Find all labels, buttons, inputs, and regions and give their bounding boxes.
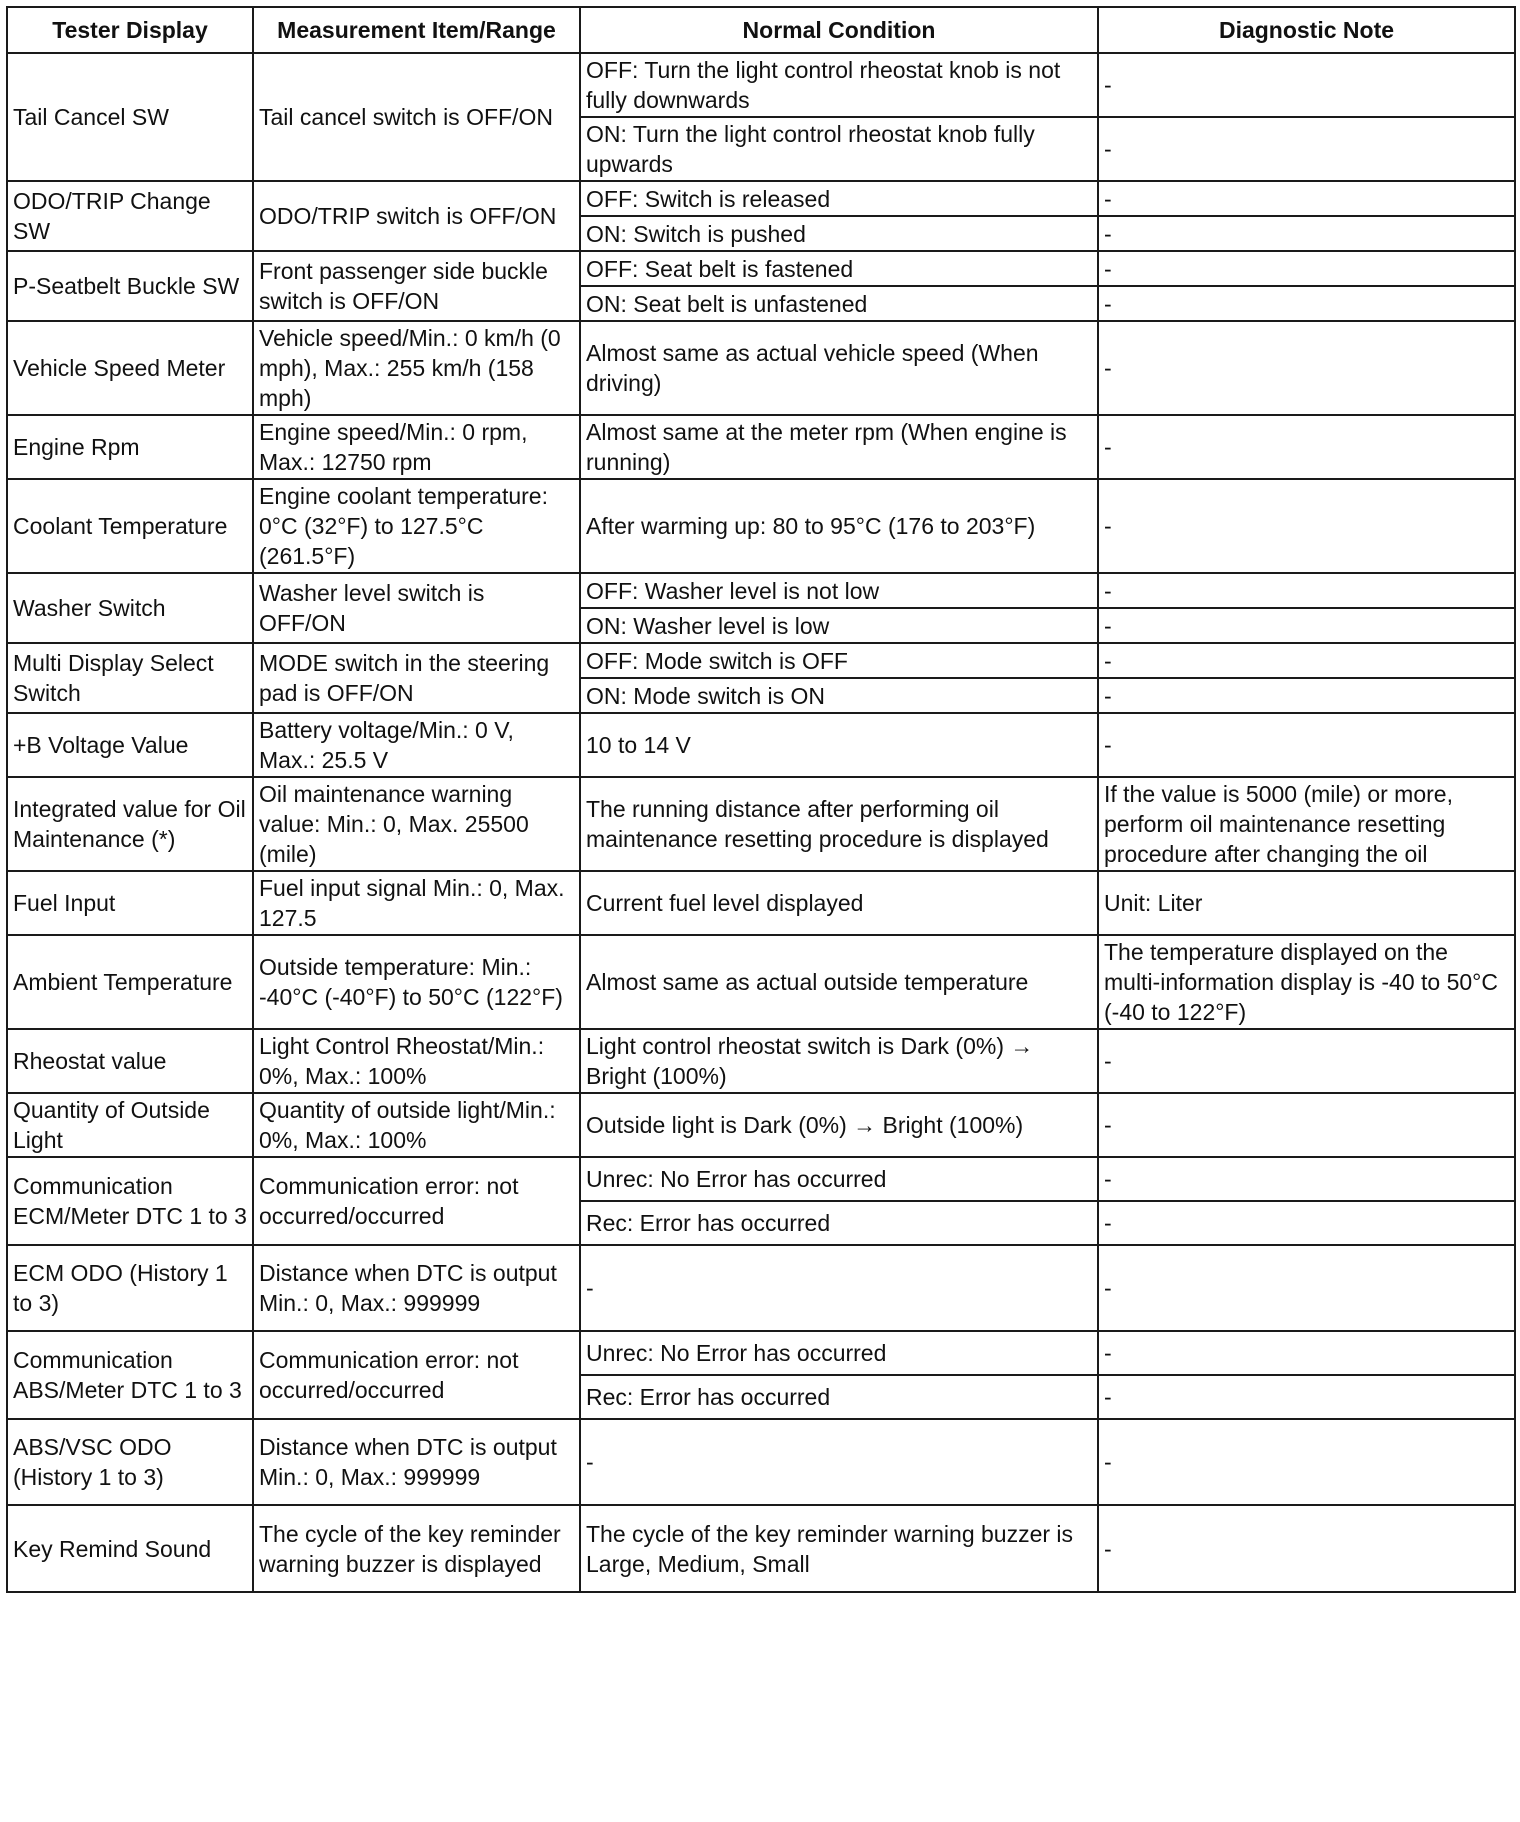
table-row bbox=[7, 1419, 1515, 1505]
diagnostic-note-cell: - bbox=[1098, 1093, 1515, 1157]
table-row bbox=[7, 871, 1515, 935]
diagnostic-note-cell: - bbox=[1098, 1245, 1515, 1331]
measurement-range-cell: The cycle of the key reminder warning buzzer is displayed bbox=[253, 1505, 580, 1592]
diagnostic-note-cell: - bbox=[1098, 479, 1515, 573]
normal-condition-cell: OFF: Washer level is not low bbox=[580, 573, 1098, 608]
diagnostic-note-cell: - bbox=[1098, 1505, 1515, 1592]
table-row bbox=[7, 573, 1515, 608]
tester-display-cell: Communication ABS/Meter DTC 1 to 3 bbox=[7, 1331, 253, 1419]
normal-condition-cell: Unrec: No Error has occurred bbox=[580, 1157, 1098, 1201]
diagnostic-note-cell: - bbox=[1098, 216, 1515, 251]
diagnostic-data-list bbox=[6, 6, 1516, 1593]
normal-condition-cell: 10 to 14 V bbox=[580, 713, 1098, 777]
normal-condition-cell: OFF: Turn the light control rheostat knob is not fully downwards bbox=[580, 53, 1098, 117]
diagnostic-note-cell: - bbox=[1098, 53, 1515, 117]
measurement-range-cell: MODE switch in the steering pad is OFF/ON bbox=[253, 643, 580, 713]
measurement-range-cell: Communication error: not occurred/occurred bbox=[253, 1331, 580, 1419]
table-row bbox=[7, 415, 1515, 479]
normal-condition-cell: ON: Turn the light control rheostat knob fully upwards bbox=[580, 117, 1098, 181]
tester-display-cell: Engine Rpm bbox=[7, 415, 253, 479]
normal-condition-cell: ON: Washer level is low bbox=[580, 608, 1098, 643]
table-row bbox=[7, 1245, 1515, 1331]
normal-condition-cell: Light control rheostat switch is Dark (0%) → Bright (100%) bbox=[580, 1029, 1098, 1093]
normal-condition-cell: OFF: Mode switch is OFF bbox=[580, 643, 1098, 678]
diagnostic-note-cell: - bbox=[1098, 321, 1515, 415]
normal-condition-cell: Almost same as actual vehicle speed (When driving) bbox=[580, 321, 1098, 415]
diagnostic-note-cell: - bbox=[1098, 1419, 1515, 1505]
measurement-range-cell: Tail cancel switch is OFF/ON bbox=[253, 53, 580, 181]
tester-display-cell: Rheostat value bbox=[7, 1029, 253, 1093]
table-row bbox=[7, 321, 1515, 415]
header-measurement-item-range: Measurement Item/Range bbox=[253, 7, 580, 53]
diagnostic-note-cell: - bbox=[1098, 643, 1515, 678]
header-tester-display: Tester Display bbox=[7, 7, 253, 53]
tester-display-cell: Fuel Input bbox=[7, 871, 253, 935]
normal-condition-cell: Almost same at the meter rpm (When engine is running) bbox=[580, 415, 1098, 479]
normal-condition-cell: ON: Mode switch is ON bbox=[580, 678, 1098, 713]
table-row bbox=[7, 713, 1515, 777]
tester-display-cell: Coolant Temperature bbox=[7, 479, 253, 573]
normal-condition-cell: ON: Seat belt is unfastened bbox=[580, 286, 1098, 321]
tester-display-cell: Integrated value for Oil Maintenance (*) bbox=[7, 777, 253, 871]
tester-display-cell: Key Remind Sound bbox=[7, 1505, 253, 1592]
normal-condition-cell: Rec: Error has occurred bbox=[580, 1375, 1098, 1419]
tester-display-cell: Quantity of Outside Light bbox=[7, 1093, 253, 1157]
table-row bbox=[7, 181, 1515, 216]
normal-condition-cell: Rec: Error has occurred bbox=[580, 1201, 1098, 1245]
diagnostic-note-cell: - bbox=[1098, 117, 1515, 181]
tester-display-cell: ECM ODO (History 1 to 3) bbox=[7, 1245, 253, 1331]
table-row bbox=[7, 251, 1515, 286]
diagnostic-note-cell: - bbox=[1098, 251, 1515, 286]
measurement-range-cell: Distance when DTC is output Min.: 0, Max.: 999999 bbox=[253, 1419, 580, 1505]
header-normal-condition: Normal Condition bbox=[580, 7, 1098, 53]
tester-display-cell: ABS/VSC ODO (History 1 to 3) bbox=[7, 1419, 253, 1505]
table-body bbox=[7, 53, 1515, 1592]
table-row bbox=[7, 1029, 1515, 1093]
normal-condition-cell: After warming up: 80 to 95°C (176 to 203°F) bbox=[580, 479, 1098, 573]
measurement-range-cell: Communication error: not occurred/occurred bbox=[253, 1157, 580, 1245]
tester-display-cell: Multi Display Select Switch bbox=[7, 643, 253, 713]
table-row bbox=[7, 479, 1515, 573]
table-row bbox=[7, 935, 1515, 1029]
tester-display-cell: Vehicle Speed Meter bbox=[7, 321, 253, 415]
diagnostic-note-cell: Unit: Liter bbox=[1098, 871, 1515, 935]
diagnostic-note-cell: - bbox=[1098, 415, 1515, 479]
table-row bbox=[7, 777, 1515, 871]
measurement-range-cell: Vehicle speed/Min.: 0 km/h (0 mph), Max.: 255 km/h (158 mph) bbox=[253, 321, 580, 415]
tester-display-cell: +B Voltage Value bbox=[7, 713, 253, 777]
measurement-range-cell: Front passenger side buckle switch is OFF/ON bbox=[253, 251, 580, 321]
diagnostic-note-cell: - bbox=[1098, 608, 1515, 643]
header-diagnostic-note: Diagnostic Note bbox=[1098, 7, 1515, 53]
table-row bbox=[7, 1093, 1515, 1157]
normal-condition-cell: ON: Switch is pushed bbox=[580, 216, 1098, 251]
tester-display-cell: Washer Switch bbox=[7, 573, 253, 643]
normal-condition-cell: - bbox=[580, 1419, 1098, 1505]
table-row bbox=[7, 643, 1515, 678]
normal-condition-cell: Outside light is Dark (0%) → Bright (100%) bbox=[580, 1093, 1098, 1157]
table-row bbox=[7, 1331, 1515, 1375]
normal-condition-cell: OFF: Seat belt is fastened bbox=[580, 251, 1098, 286]
tester-display-cell: ODO/TRIP Change SW bbox=[7, 181, 253, 251]
diagnostic-note-cell: - bbox=[1098, 678, 1515, 713]
data-list-table bbox=[6, 6, 1516, 1593]
measurement-range-cell: Washer level switch is OFF/ON bbox=[253, 573, 580, 643]
normal-condition-cell: The running distance after performing oil maintenance resetting procedure is displayed bbox=[580, 777, 1098, 871]
measurement-range-cell: Battery voltage/Min.: 0 V, Max.: 25.5 V bbox=[253, 713, 580, 777]
diagnostic-note-cell: - bbox=[1098, 1331, 1515, 1375]
diagnostic-note-cell: - bbox=[1098, 713, 1515, 777]
diagnostic-note-cell: - bbox=[1098, 1375, 1515, 1419]
diagnostic-note-cell: - bbox=[1098, 573, 1515, 608]
diagnostic-note-cell: - bbox=[1098, 286, 1515, 321]
table-row bbox=[7, 53, 1515, 117]
table-row bbox=[7, 1505, 1515, 1592]
tester-display-cell: P-Seatbelt Buckle SW bbox=[7, 251, 253, 321]
measurement-range-cell: Engine coolant temperature: 0°C (32°F) to 127.5°C (261.5°F) bbox=[253, 479, 580, 573]
normal-condition-cell: Current fuel level displayed bbox=[580, 871, 1098, 935]
diagnostic-note-cell: - bbox=[1098, 1157, 1515, 1201]
measurement-range-cell: Quantity of outside light/Min.: 0%, Max.: 100% bbox=[253, 1093, 580, 1157]
normal-condition-cell: OFF: Switch is released bbox=[580, 181, 1098, 216]
tester-display-cell: Communication ECM/Meter DTC 1 to 3 bbox=[7, 1157, 253, 1245]
measurement-range-cell: Distance when DTC is output Min.: 0, Max.: 999999 bbox=[253, 1245, 580, 1331]
normal-condition-cell: The cycle of the key reminder warning buzzer is Large, Medium, Small bbox=[580, 1505, 1098, 1592]
measurement-range-cell: Fuel input signal Min.: 0, Max. 127.5 bbox=[253, 871, 580, 935]
measurement-range-cell: Outside temperature: Min.: -40°C (-40°F) to 50°C (122°F) bbox=[253, 935, 580, 1029]
tester-display-cell: Ambient Temperature bbox=[7, 935, 253, 1029]
measurement-range-cell: Oil maintenance warning value: Min.: 0, Max. 25500 (mile) bbox=[253, 777, 580, 871]
diagnostic-note-cell: - bbox=[1098, 1029, 1515, 1093]
diagnostic-note-cell: If the value is 5000 (mile) or more, perform oil maintenance resetting procedure after changing the oil bbox=[1098, 777, 1515, 871]
normal-condition-cell: Unrec: No Error has occurred bbox=[580, 1331, 1098, 1375]
table-row bbox=[7, 1157, 1515, 1201]
measurement-range-cell: ODO/TRIP switch is OFF/ON bbox=[253, 181, 580, 251]
normal-condition-cell: - bbox=[580, 1245, 1098, 1331]
diagnostic-note-cell: - bbox=[1098, 1201, 1515, 1245]
table-header-row bbox=[7, 7, 1515, 53]
diagnostic-note-cell: - bbox=[1098, 181, 1515, 216]
normal-condition-cell: Almost same as actual outside temperature bbox=[580, 935, 1098, 1029]
diagnostic-note-cell: The temperature displayed on the multi-information display is -40 to 50°C (-40 to 122°F) bbox=[1098, 935, 1515, 1029]
measurement-range-cell: Engine speed/Min.: 0 rpm, Max.: 12750 rpm bbox=[253, 415, 580, 479]
tester-display-cell: Tail Cancel SW bbox=[7, 53, 253, 181]
measurement-range-cell: Light Control Rheostat/Min.: 0%, Max.: 100% bbox=[253, 1029, 580, 1093]
